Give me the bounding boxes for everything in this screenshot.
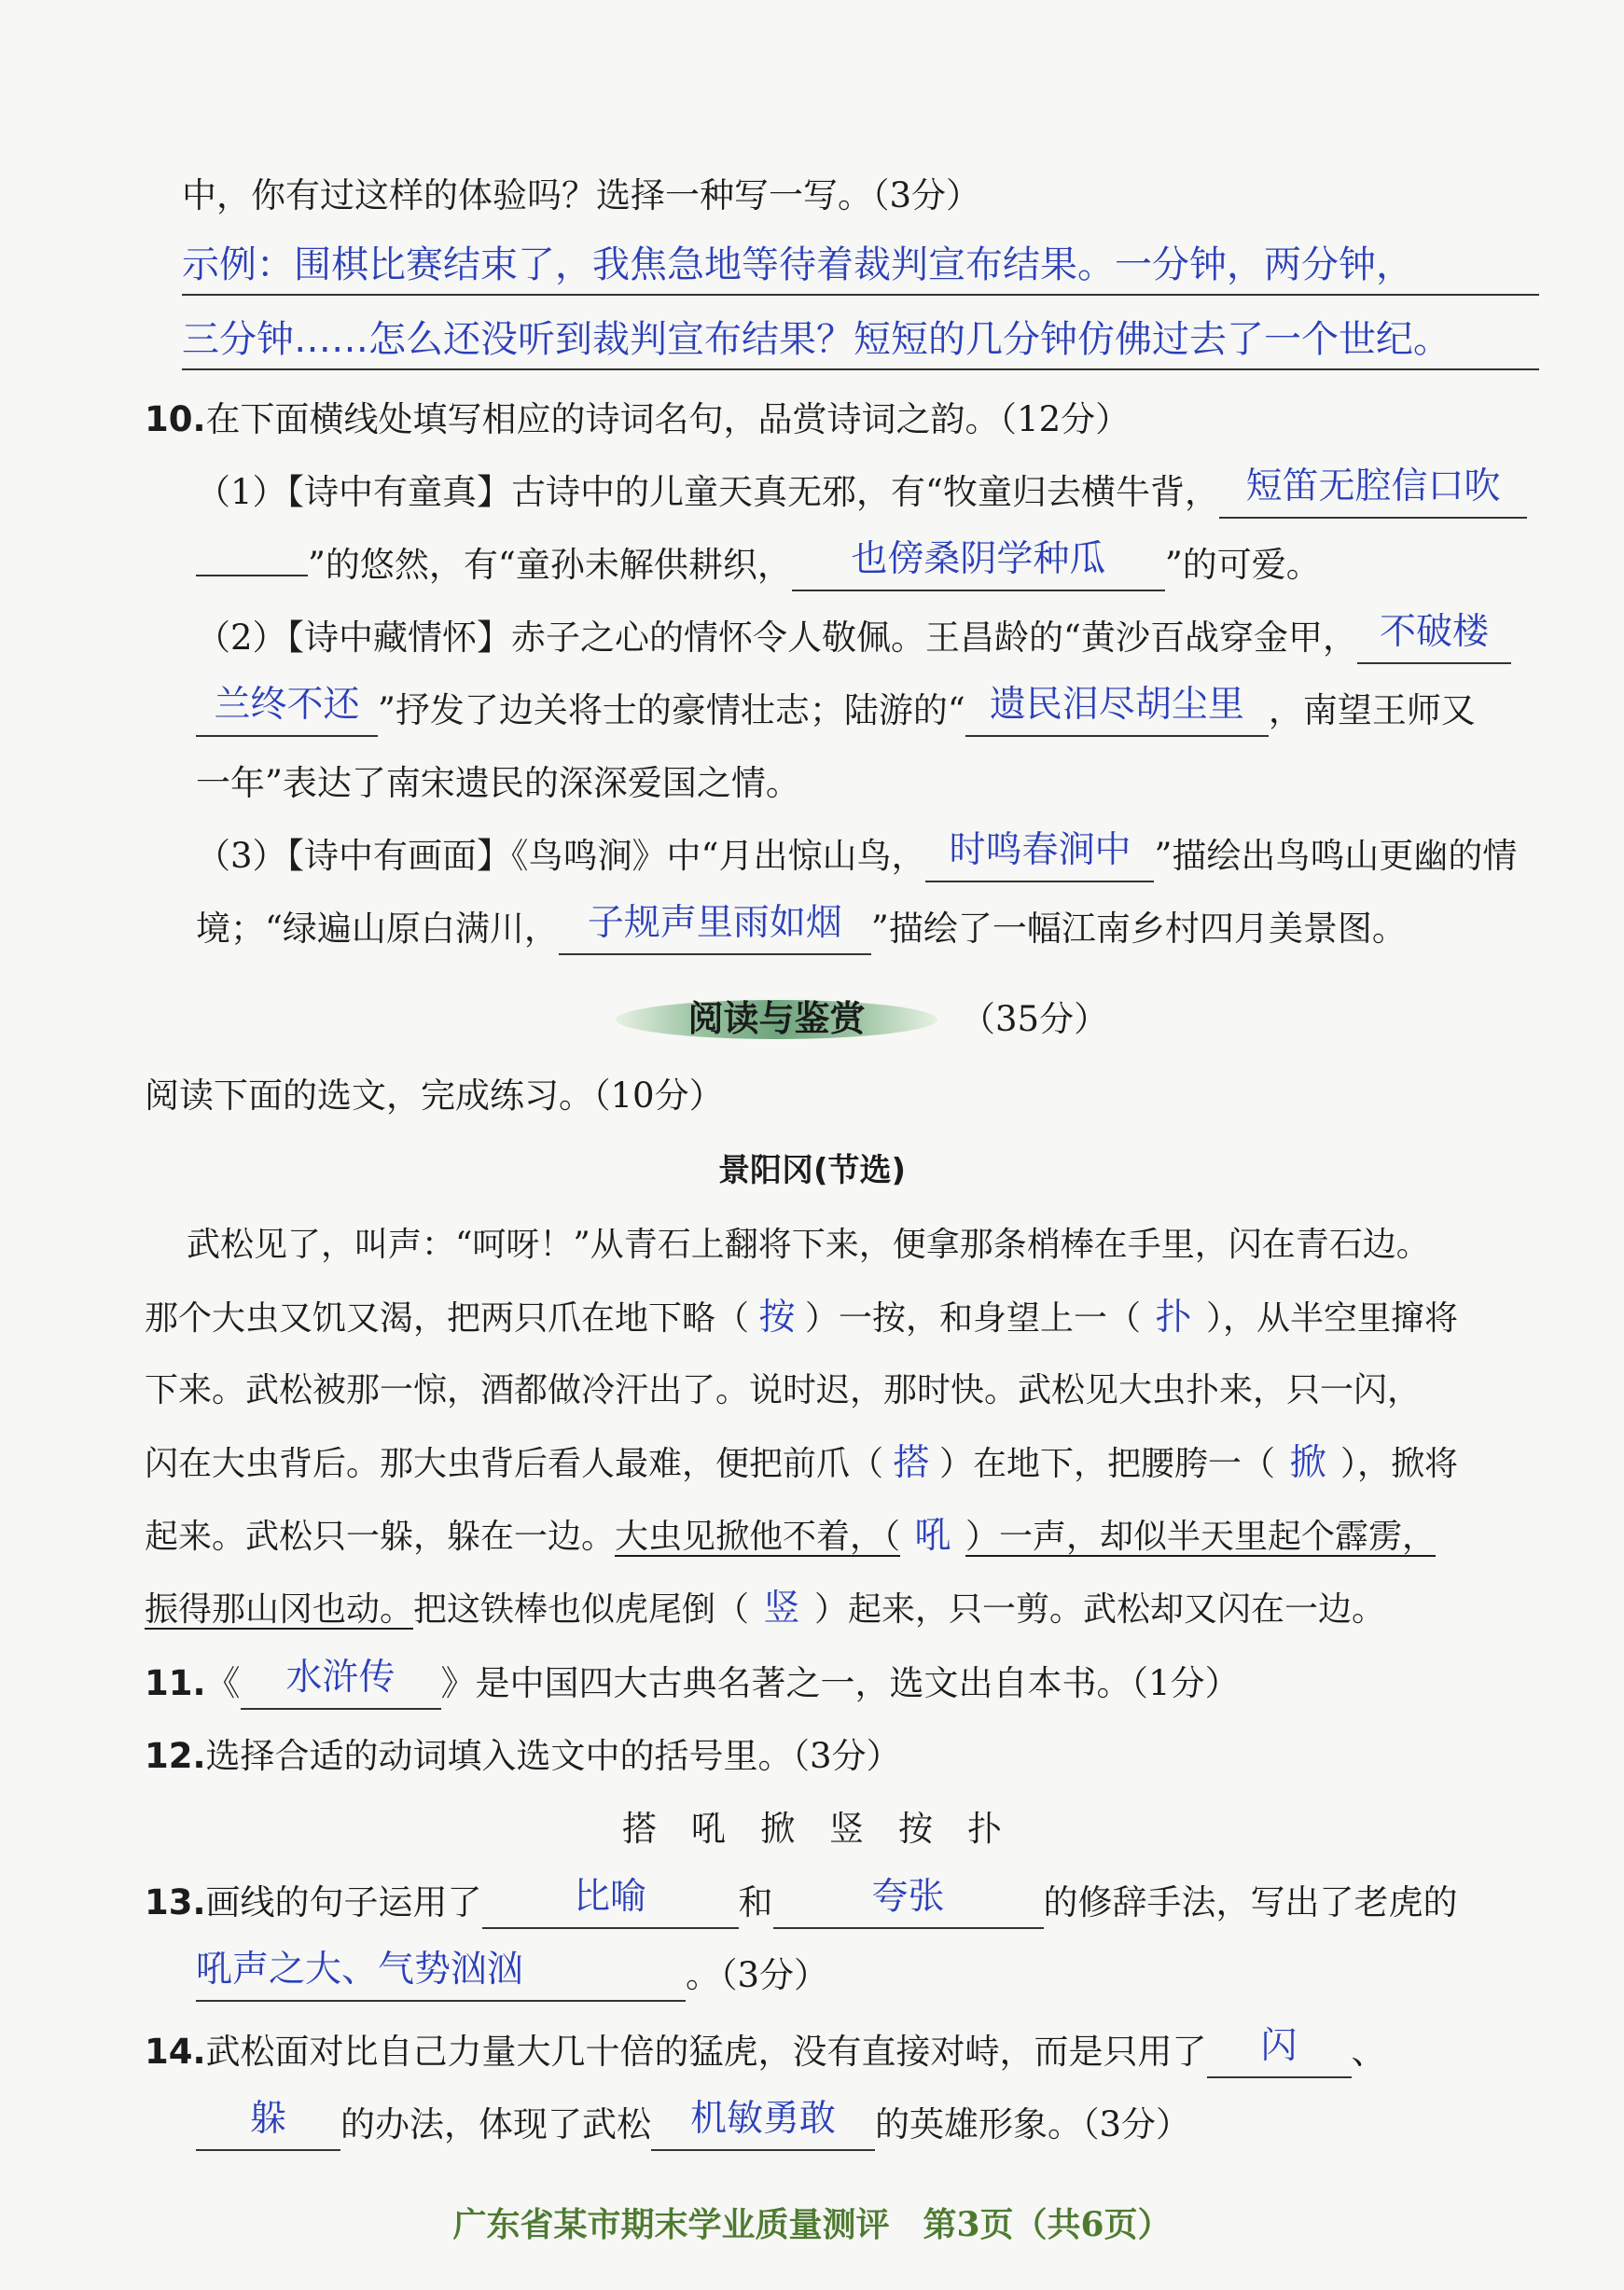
q10-p2-row3: 一年”表达了南宋遗民的深深爱国之情。	[196, 763, 800, 803]
section-badge	[616, 987, 937, 1052]
q14-text-b: 、	[1351, 2032, 1386, 2072]
section-score: （35分）	[961, 999, 1109, 1039]
q12-word-bank: 搭 吼 掀 竖 按 扑	[622, 1809, 1002, 1849]
q10-p3-row1	[196, 828, 1624, 884]
q13-blank-1	[482, 1876, 739, 1929]
q11-answer: 水浒传	[285, 1657, 396, 1699]
q10-p3-text-d: ”描绘了一幅江南乡村四月美景图。	[870, 909, 1407, 949]
q13-blank-2	[773, 1876, 1044, 1929]
q13-text-a: 画线的句子运用了	[205, 1882, 482, 1922]
q9-tail: 中，你有过这样的体验吗？选择一种写一写。（3分）	[182, 175, 981, 215]
q14-answer-2: 躲	[249, 2098, 286, 2140]
q14-row1	[145, 2024, 1624, 2080]
q14-number: 14.	[145, 2032, 206, 2072]
q11-row	[145, 1656, 1624, 1712]
q10-p1-answer-2: 也傍桑阴学种瓜	[851, 538, 1106, 580]
fill-5: 吼	[914, 1515, 951, 1557]
q14-answer-1: 闪	[1260, 2025, 1298, 2067]
q10-p1-blank-2	[792, 538, 1165, 591]
q13-row2	[196, 1948, 1624, 2004]
q11-blank	[241, 1659, 441, 1710]
passage-l4-b: ）在地下，把腰胯一（	[939, 1445, 1276, 1483]
passage-l2-a: 那个大虫又饥又渴，把两只爪在地下略（	[145, 1299, 750, 1338]
q13-text-b: 和	[738, 1882, 773, 1922]
q13-row1	[145, 1875, 1624, 1931]
q11-text-a: 《	[205, 1663, 241, 1703]
q10-p2-answer-1a: 不破楼	[1379, 611, 1489, 653]
q10-p3-blank-2	[559, 902, 871, 955]
q10-p3-answer-2: 子规声里雨如烟	[587, 902, 842, 944]
passage-l6-a: 振得那山冈也动。	[145, 1590, 414, 1629]
q12-number: 12.	[145, 1736, 206, 1776]
q10-p3-answer-1: 时鸣春涧中	[949, 829, 1131, 871]
q10-p1-blank-1-cont	[196, 575, 308, 576]
q11-text-b: 》是中国四大古典名著之一，选文出自本书。（1分）	[440, 1663, 1240, 1703]
q9-answer-text-1: 示例：围棋比赛结束了，我焦急地等待着裁判宣布结果。一分钟，两分钟，	[182, 243, 1413, 286]
passage-l5-b: 大虫见掀他不着，（	[615, 1518, 901, 1556]
q13-blank-3	[196, 1951, 686, 2002]
fill-2: 扑	[1155, 1297, 1192, 1339]
q13-text-d: 。（3分）	[686, 1955, 829, 1995]
q10-p2-text-b: ”抒发了边关将士的豪情壮志；陆游的“	[378, 690, 965, 730]
fill-4: 掀	[1289, 1442, 1326, 1484]
passage-l5-a: 起来。武松只一躲，躲在一边。	[145, 1518, 616, 1556]
q10-p2-blank-1-cont	[196, 684, 378, 737]
q10-p2-row2	[196, 683, 1624, 739]
q10-stem-row	[145, 392, 1624, 448]
page-footer: 广东省某市期末学业质量测评 第3页（共6页）	[452, 2205, 1172, 2244]
fill-1: 按	[758, 1297, 796, 1339]
passage-line-6	[145, 1581, 1624, 1638]
q10-p3-text-c: 境；“绿遍山原白满川，	[196, 909, 559, 949]
passage-l4-c: ），掀将	[1340, 1445, 1459, 1483]
passage-line-2	[145, 1290, 1624, 1347]
q10-p1-text-c: ”的可爱。	[1164, 545, 1321, 585]
passage-title: 景阳冈(节选)	[717, 1152, 907, 1189]
passage-line-3: 下来。武松被那一惊，酒都做冷汗出了。说时迟，那时快。武松见大虫扑来，只一闪，	[145, 1371, 1422, 1409]
q14-blank-1	[1207, 2025, 1352, 2078]
q10-p1-text-a: （1）【诗中有童真】古诗中的儿童天真无邪，有“牧童归去横牛背，	[196, 472, 1219, 512]
q13-text-c: 的修辞手法，写出了老虎的	[1043, 1882, 1458, 1922]
q10-p1-row1	[196, 465, 1624, 520]
q10-p1-answer-1: 短笛无腔信口吹	[1245, 465, 1501, 507]
fill-3: 搭	[893, 1442, 930, 1484]
passage-l2-c: ），从半空里撺将	[1206, 1299, 1459, 1338]
q12-row	[145, 1728, 1624, 1784]
q10-p3-text-a: （3）【诗中有画面】《鸟鸣涧》中“月出惊山鸟，	[196, 836, 926, 876]
q10-p2-text-a: （2）【诗中藏情怀】赤子之心的情怀令人敬佩。王昌龄的“黄沙百战穿金甲，	[196, 618, 1357, 658]
passage-line-1: 武松见了，叫声：“呵呀！”从青石上翻将下来，便拿那条梢棒在手里，闪在青石边。	[187, 1226, 1430, 1264]
q14-text-d: 的英雄形象。（3分）	[875, 2104, 1191, 2144]
q13-answer-2: 夸张	[871, 1876, 945, 1918]
q10-p1-text-b: ”的悠然，有“童孙未解供耕织，	[308, 545, 792, 585]
q10-p2-blank-1	[1357, 611, 1511, 664]
q9-answer-line-2	[182, 303, 1539, 370]
passage-l4-a: 闪在大虫背后。那大虫背后看人最难，便把前爪（	[145, 1445, 884, 1483]
passage-l5-underlined	[615, 1515, 1437, 1557]
q11-number: 11.	[145, 1663, 206, 1703]
q9-answer-line-1	[182, 229, 1539, 296]
q10-p2-answer-2: 遗民泪尽胡尘里	[989, 684, 1244, 726]
q14-blank-3	[651, 2098, 875, 2151]
passage-line-5	[145, 1508, 1624, 1565]
passage-l2-b: ）一按，和身望上一（	[805, 1299, 1142, 1338]
fill-6: 竖	[763, 1588, 800, 1630]
q10-p2-blank-2	[965, 684, 1269, 737]
q10-stem: 在下面横线处填写相应的诗词名句，品赏诗词之韵。（12分）	[205, 399, 1131, 439]
passage-l6-b: 把这铁棒也似虎尾倒（	[413, 1590, 750, 1629]
q13-answer-3: 吼声之大、气势汹汹	[196, 1949, 524, 1991]
q9-answer-text-2: 三分钟……怎么还没听到裁判宣布结果？短短的几分钟仿佛过去了一个世纪。	[182, 318, 1450, 361]
q14-text-a: 武松面对比自己力量大几十倍的猛虎，没有直接对峙，而是只用了	[205, 2032, 1207, 2072]
q14-row2	[196, 2097, 1624, 2153]
q10-p3-text-b: ”描绘出鸟鸣山更幽的情	[1154, 836, 1518, 876]
passage-line-4	[145, 1436, 1624, 1492]
q10-p3-blank-1	[925, 829, 1154, 882]
q13-number: 13.	[145, 1882, 206, 1922]
section-title: 阅读与鉴赏	[687, 998, 866, 1039]
q12-stem: 选择合适的动词填入选文中的括号里。（3分）	[205, 1736, 901, 1776]
passage-l6-c: ）起来，只一剪。武松却又闪在一边。	[814, 1590, 1386, 1629]
q10-p3-row2	[196, 901, 1624, 957]
q10-p2-answer-1b: 兰终不还	[214, 684, 360, 726]
q10-p1-row2	[196, 537, 1624, 593]
q14-blank-2	[196, 2098, 340, 2151]
reading-intro: 阅读下面的选文，完成练习。（10分）	[145, 1076, 724, 1116]
q10-p2-row1	[196, 610, 1624, 666]
passage-l5-c: ）一声，却似半天里起个霹雳，	[965, 1518, 1437, 1556]
q14-answer-3: 机敏勇敢	[689, 2098, 836, 2140]
q10-p2-text-c: ，南望王师又	[1268, 690, 1476, 730]
q13-answer-1: 比喻	[574, 1876, 647, 1918]
q10-p1-blank-1	[1219, 465, 1527, 519]
q14-text-c: 的办法，体现了武松	[340, 2104, 651, 2144]
q10-number: 10.	[145, 399, 206, 439]
